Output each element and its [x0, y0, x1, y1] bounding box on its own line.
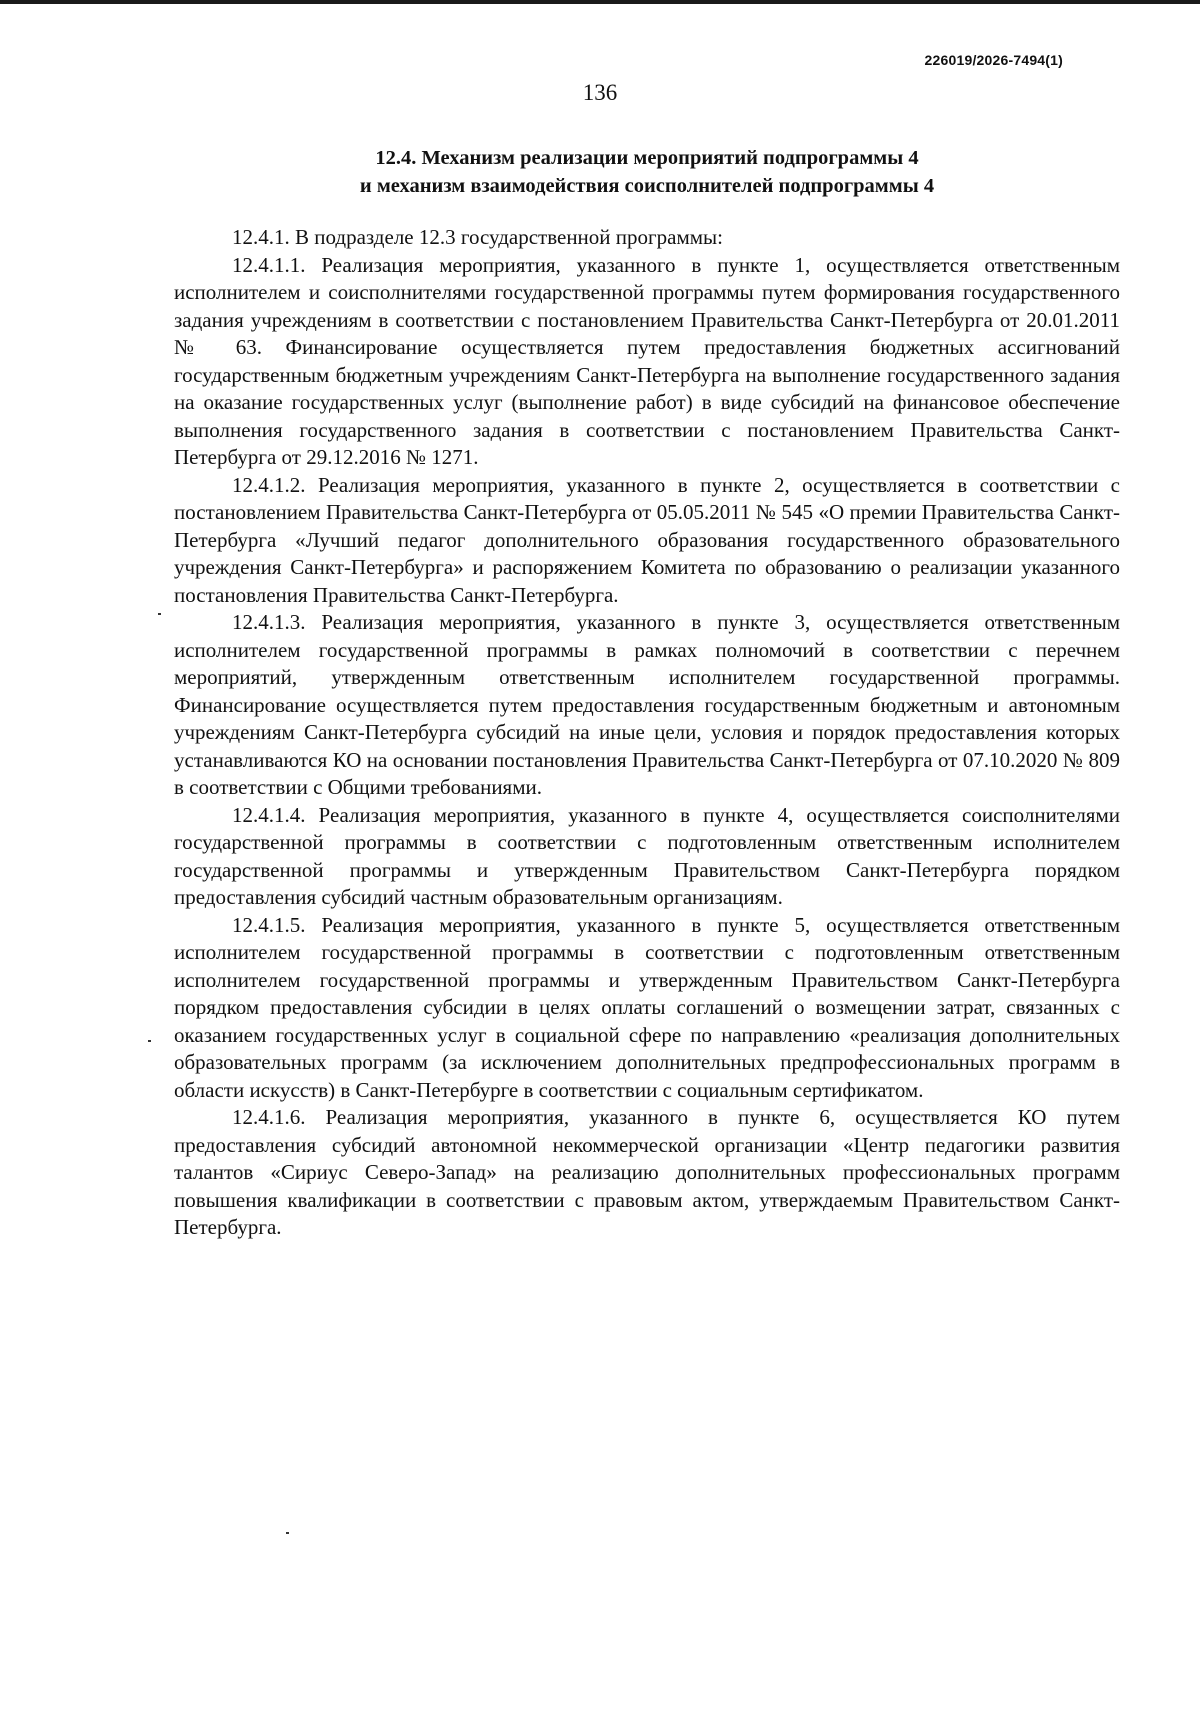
section-heading-line-2: и механизм взаимодействия соисполнителей подпрограммы 4 [359, 175, 935, 197]
document-id: 226019/2026-7494(1) [924, 52, 1063, 68]
paragraph-12-4-1-4: 12.4.1.4. Реализация мероприятия, указанного в пункте 4, осуществляется соисполнителями государственной программы в соответствии с подготовленным ответственным исполнителем государственной программы и утвержденным Правительством Санкт-Петербурга порядком предоставления субсидий частным образовательным организациям. [174, 802, 1120, 909]
paragraph-12-4-1-5: 12.4.1.5. Реализация мероприятия, указанного в пункте 5, осуществляется ответственным исполнителем государственной программы в соответствии с подготовленным ответственным исполнителем государственной программы и утвержденным Правительством Санкт-Петербурга порядком предоставления субсидии в целях оплаты соглашений о возмещении затрат, связанных с оказанием государственных услуг в социальной сфере по направлению «реализация дополнительных образовательных программ (за исключением дополнительных предпрофессиональных программ в области искусств) в Санкт-Петербурге в соответствии с социальным сертификатом. [174, 912, 1120, 1102]
paragraph-12-4-1-3: 12.4.1.3. Реализация мероприятия, указанного в пункте 3, осуществляется ответственным исполнителем государственной программы в рамках полномочий в соответствии с перечнем мероприятий, утвержденным ответственным исполнителем государственной программы. Финансирование осуществляется путем предоставления государственным бюджетным и автономным учреждениям Санкт-Петербурга субсидий на иные цели, условия и порядок предоставления которых устанавливаются КО на основании постановления Правительства Санкт-Петербурга от 07.10.2020 № 809 в соответствии с Общими требованиями. [174, 610, 1120, 799]
section-heading [174, 144, 1120, 200]
paragraph-12-4-1-2: 12.4.1.2. Реализация мероприятия, указанного в пункте 2, осуществляется в соответствии с постановлением Правительства Санкт-Петербурга от 05.05.2011 № 545 «О премии Правительства Санкт-Петербурга «Лучший педагог дополнительного образования государственного образовательного учреждения Санкт-Петербурга» и распоряжением Комитета по образованию о реализации указанного постановления Правительства Санкт-Петербурга. [174, 472, 1120, 607]
paragraph-12-4-1-1: 12.4.1.1. Реализация мероприятия, указанного в пункте 1, осуществляется ответственным исполнителем и соисполнителями государственной программы путем формирования государственного задания учреждениям в соответствии с постановлением Правительства Санкт-Петербурга от 20.01.2011 № 63. Финансирование осуществляется путем предоставления бюджетных ассигнований государственным бюджетным учреждениям Санкт-Петербурга на выполнение государственного задания на оказание государственных услуг (выполнение работ) в виде субсидий на финансовое обеспечение выполнения государственного задания в соответствии с постановлением Правительства Санкт-Петербурга от 29.12.2016 № 1271. [174, 252, 1120, 469]
scan-top-border [0, 0, 1200, 4]
paragraph-12-4-1-6: 12.4.1.6. Реализация мероприятия, указанного в пункте 6, осуществляется КО путем предоставления субсидий автономной некоммерческой организации «Центр педагогики развития талантов «Сириус Северо-Запад» на реализацию дополнительных профессиональных программ повышения квалификации в соответствии с правовым актом, утверждаемым Правительством Санкт-Петербурга. [174, 1105, 1120, 1239]
paragraph-12-4-1: 12.4.1. В подразделе 12.3 государственной программы: [232, 225, 723, 249]
scan-speck [158, 613, 161, 615]
section-heading-line-1: 12.4. Механизм реализации мероприятий подпрограммы 4 [375, 147, 919, 169]
scan-speck [148, 1040, 151, 1042]
body-text [174, 224, 1120, 1242]
scan-speck [286, 1532, 289, 1534]
page-number: 136 [582, 80, 618, 105]
